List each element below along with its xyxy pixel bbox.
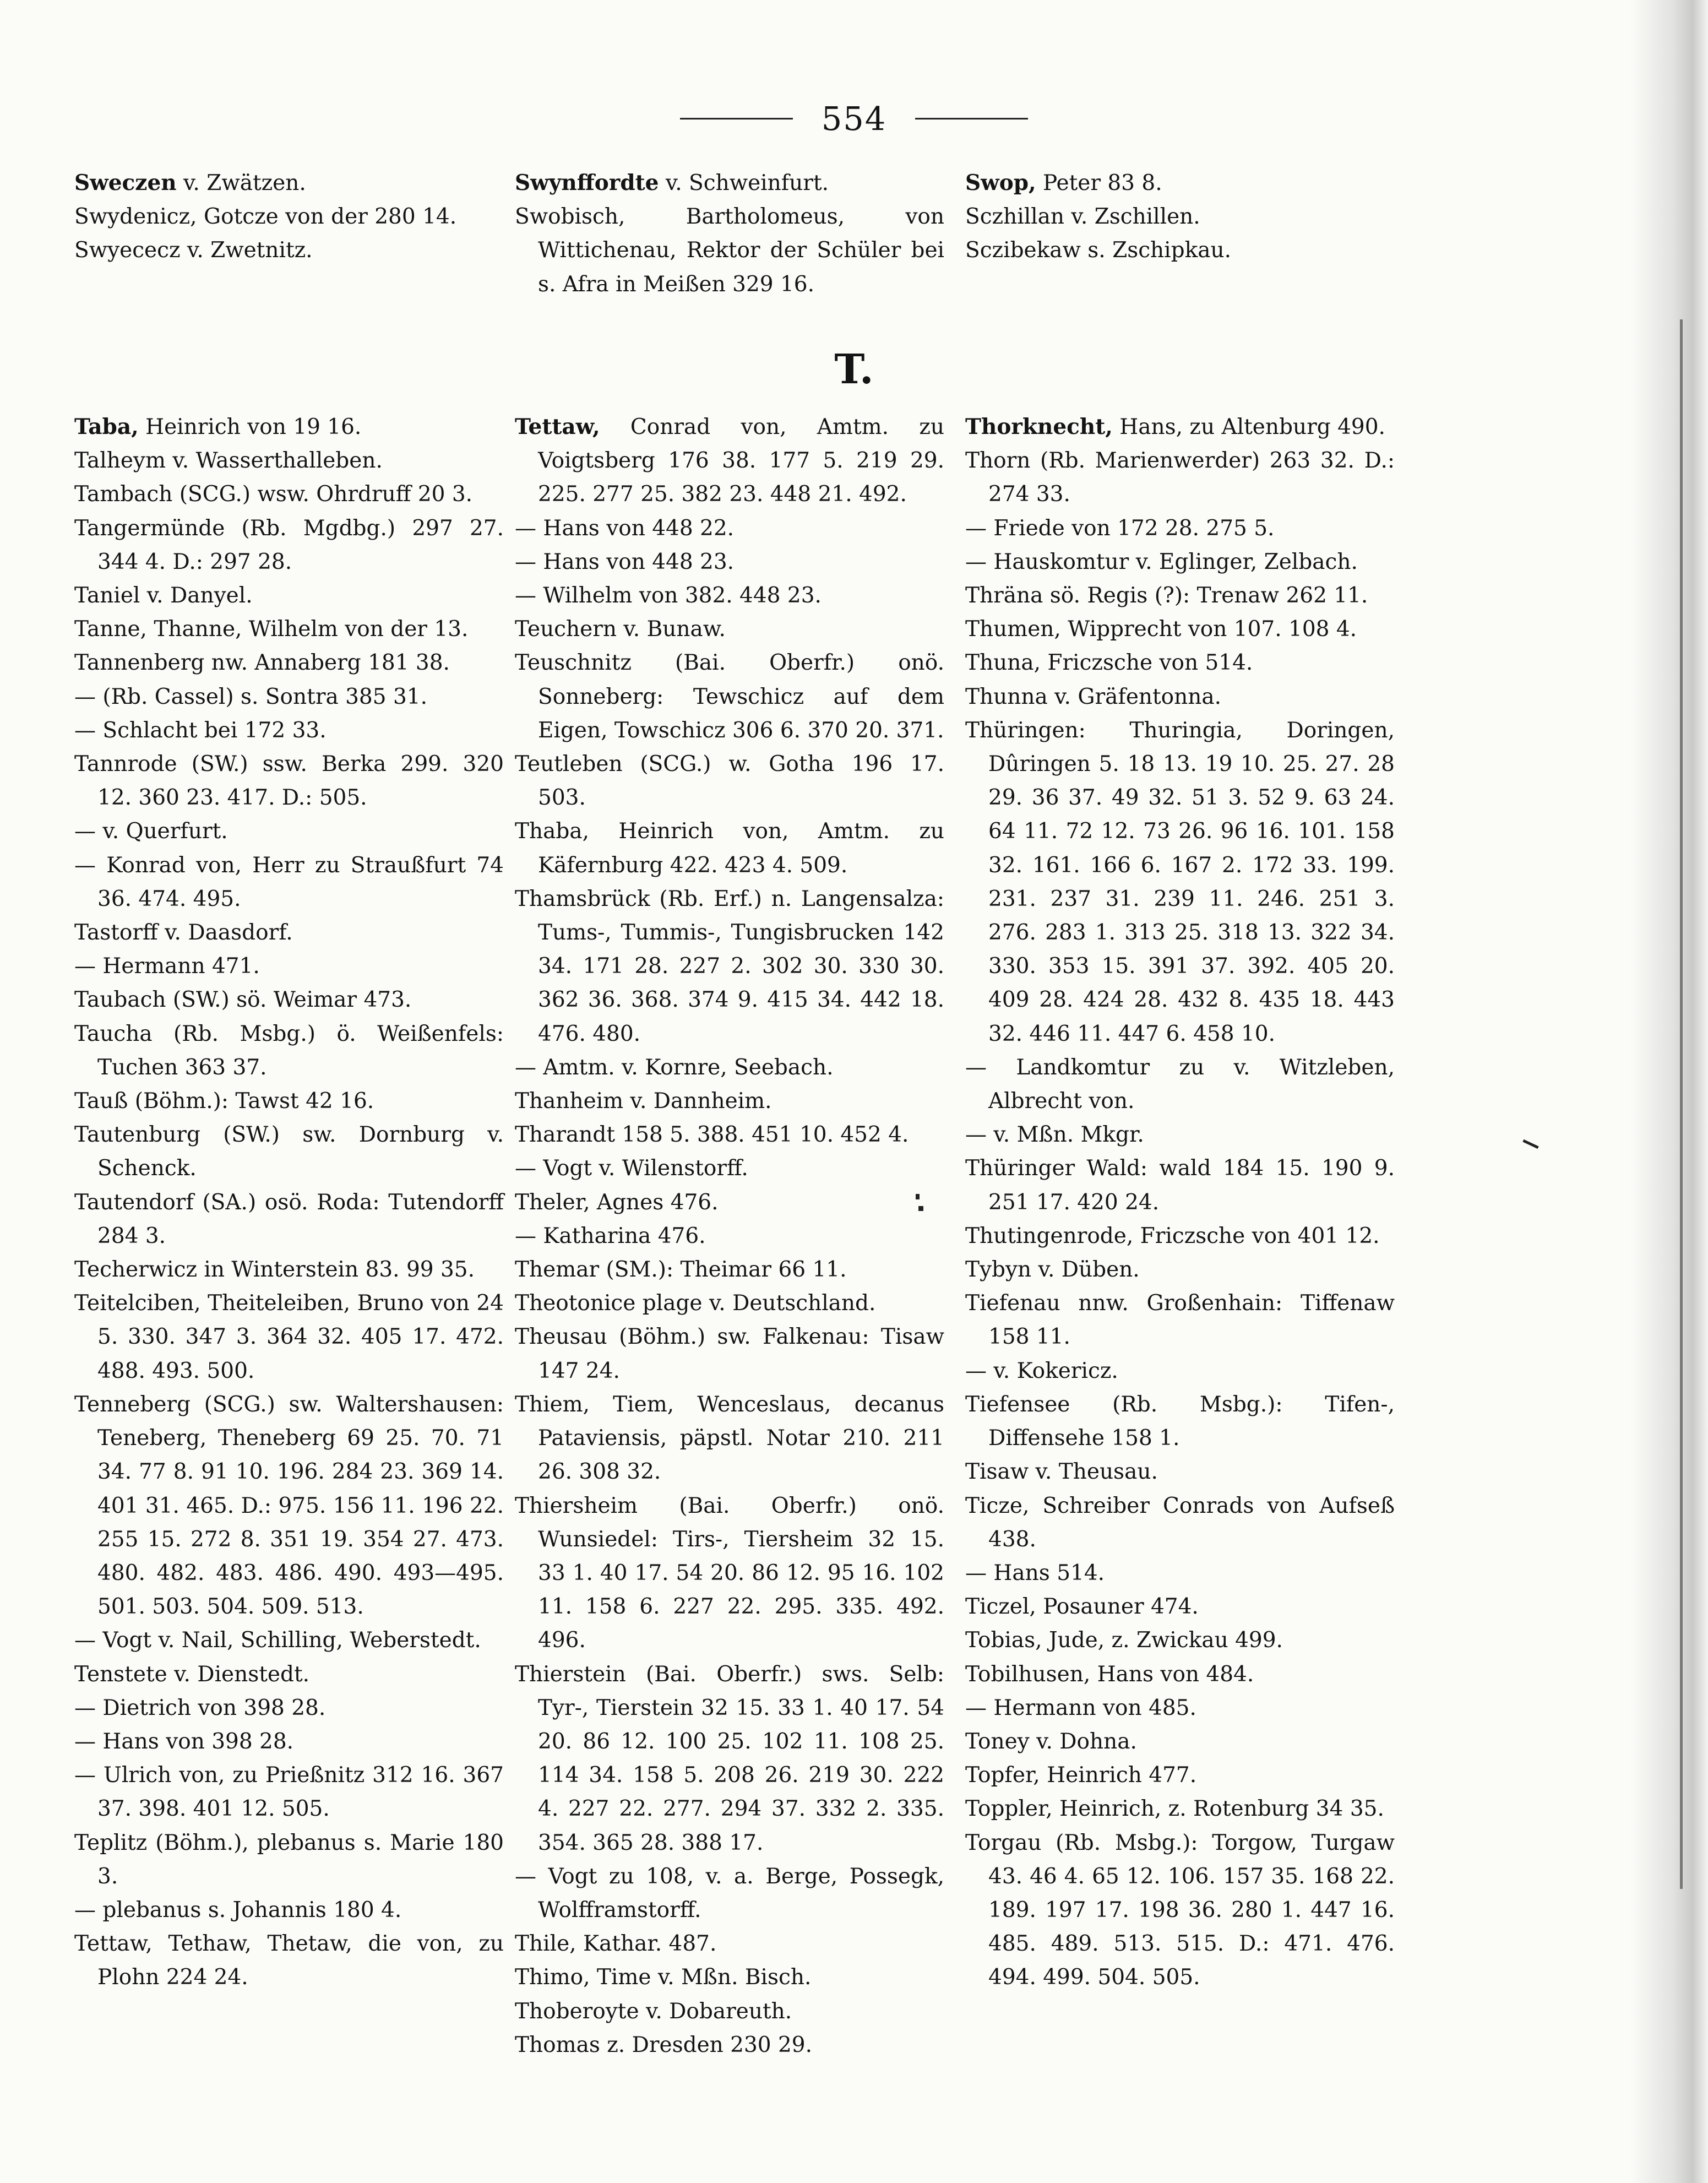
- index-entry: [515, 512, 944, 545]
- entry-headword: Tettaw,: [515, 414, 600, 439]
- index-entry: [74, 1084, 504, 1118]
- entry-text: Tastorff v. Daasdorf.: [74, 920, 293, 946]
- index-entry: [515, 1219, 944, 1253]
- entry-text: Tautenburg (SW.) sw. Dornburg v. Schenck.: [74, 1122, 504, 1181]
- header-rule-left: [680, 118, 793, 120]
- index-entry: [74, 1253, 504, 1286]
- entry-text: Thüringer Wald: wald 184 15. 190 9. 251 17. 420 24.: [965, 1156, 1395, 1215]
- entry-text: — Vogt v. Wilenstorff.: [515, 1156, 748, 1181]
- index-entry: [74, 1118, 504, 1185]
- entry-text: Conrad von, Amtm. zu Voigtsberg 176 38. 177 5. 219 29. 225. 277 25. 382 23. 448 21. 492.: [538, 415, 944, 507]
- entry-text: — v. Kokericz.: [965, 1358, 1118, 1383]
- entry-text: — Friede von 172 28. 275 5.: [965, 515, 1275, 541]
- index-entry: [515, 1286, 944, 1320]
- index-entry: [74, 916, 504, 949]
- entry-text: Thanheim v. Dannheim.: [515, 1089, 772, 1114]
- entry-text: — Katharina 476.: [515, 1223, 706, 1248]
- entry-text: — Vogt zu 108, v. a. Berge, Possegk, Wolfframstorff.: [515, 1864, 944, 1923]
- entry-headword: Swynffordte: [515, 170, 659, 196]
- entry-text: Tangermünde (Rb. Mgdbg.) 297 27. 344 4. D.: 297 28.: [74, 515, 504, 574]
- entry-text: — Hermann von 485.: [965, 1695, 1196, 1720]
- entry-text: Taucha (Rb. Msbg.) ö. Weißenfels: Tuchen 363 37.: [74, 1021, 504, 1080]
- index-entry: [965, 512, 1395, 545]
- entry-text: Talheym v. Wasserthalleben.: [74, 448, 383, 474]
- entry-text: — Wilhelm von 382. 448 23.: [515, 583, 822, 609]
- entry-text: Tettaw, Tethaw, Thetaw, die von, zu Plohn 224 24.: [74, 1931, 504, 1990]
- entry-text: — Hermann 471.: [74, 954, 260, 979]
- top-column-2: [515, 166, 944, 301]
- index-entry: [515, 545, 944, 579]
- entry-text: Sczhillan v. Zschillen.: [965, 204, 1200, 230]
- entry-text: Heinrich von 19 16.: [138, 415, 362, 439]
- index-entry: [515, 1489, 944, 1658]
- header-rule-right: [915, 118, 1028, 120]
- index-entry: [515, 410, 944, 512]
- entry-text: Teuschnitz (Bai. Oberfr.) onö. Sonneberg: Tewschicz auf dem Eigen, Towschicz 306 6. 370 20. 371.: [515, 650, 944, 743]
- entry-text: Thamsbrück (Rb. Erf.) n. Langensalza: Tums-, Tummis-, Tungisbrucken 142 34. 171 28. 227 2. 302 30. 330 30. 362 36. 368. 374 9. 415 34. 442 18. 476. 480.: [515, 886, 944, 1046]
- entry-text: Taubach (SW.) sö. Weimar 473.: [74, 987, 412, 1013]
- entry-text: Tautendorf (SA.) osö. Roda: Tutendorff 284 3.: [74, 1190, 504, 1248]
- entry-text: Torgau (Rb. Msbg.): Torgow, Turgaw 43. 46 4. 65 12. 106. 157 35. 168 22. 189. 197 17. 198 36. 280 1. 447 16. 485. 489. 513. 515. D.: 471. 476. 494. 499. 504. 505.: [965, 1830, 1395, 1990]
- index-entry: [965, 1219, 1395, 1253]
- index-entry: [74, 1286, 504, 1388]
- index-entry: [74, 1927, 504, 1994]
- index-entry: [74, 646, 504, 680]
- index-entry: [515, 1253, 944, 1286]
- index-entry: [965, 1118, 1395, 1152]
- index-entry: [515, 166, 944, 200]
- entry-text: Thiersheim (Bai. Oberfr.) onö. Wunsiedel: Tirs-, Tiersheim 32 15. 33 1. 40 17. 54 20. 86 12. 95 16. 102 11. 158 6. 227 22. 295. 335. 492. 496.: [515, 1493, 944, 1653]
- entry-text: Sczibekaw s. Zschipkau.: [965, 238, 1232, 263]
- index-entry: [965, 1792, 1395, 1826]
- page-edge-shadow: [1631, 0, 1708, 2183]
- index-entry: [74, 814, 504, 848]
- index-entry: [965, 1623, 1395, 1657]
- entry-text: — Hans von 398 28.: [74, 1729, 294, 1754]
- entry-text: Teplitz (Böhm.), plebanus s. Marie 180 3.: [74, 1830, 504, 1889]
- index-entry: [965, 680, 1395, 714]
- index-entry: [515, 612, 944, 646]
- entry-text: Theler, Agnes 476.: [515, 1190, 719, 1215]
- index-column-3: [965, 410, 1395, 1995]
- index-entry: [965, 1826, 1395, 1995]
- entry-text: Tharandt 158 5. 388. 451 10. 452 4.: [515, 1122, 909, 1148]
- entry-text: Tenstete v. Dienstedt.: [74, 1661, 310, 1687]
- index-entry: [965, 1152, 1395, 1219]
- section-letter: T.: [834, 346, 874, 393]
- index-entry: [515, 1118, 944, 1152]
- entry-text: Themar (SM.): Theimar 66 11.: [515, 1257, 847, 1283]
- entry-text: Ticzel, Posauner 474.: [965, 1594, 1199, 1620]
- index-entry: [515, 1658, 944, 1860]
- index-entry: [965, 612, 1395, 646]
- entry-text: — Hauskomtur v. Eglinger, Zelbach.: [965, 549, 1358, 574]
- index-entry: [74, 949, 504, 983]
- entry-text: Theotonice plage v. Deutschland.: [515, 1291, 876, 1316]
- entry-text: Tobilhusen, Hans von 484.: [965, 1661, 1254, 1687]
- index-entry: [515, 747, 944, 814]
- index-entry: [74, 747, 504, 814]
- entry-text: Tiefenau nnw. Großenhain: Tiffenaw 158 11.: [965, 1291, 1395, 1350]
- index-entry: [965, 1286, 1395, 1354]
- entry-text: Thumen, Wipprecht von 107. 108 4.: [965, 617, 1357, 642]
- index-entry: [74, 714, 504, 747]
- index-column-2: [515, 410, 944, 2062]
- index-entry: [74, 233, 504, 267]
- index-entry: [74, 1758, 504, 1826]
- index-entry: [515, 1186, 944, 1219]
- entry-text: Theusau (Böhm.) sw. Falkenau: Tisaw 147 24.: [515, 1324, 944, 1383]
- print-speck: [918, 1206, 923, 1211]
- binding-edge-line: [1680, 319, 1683, 1889]
- entry-text: Tenneberg (SCG.) sw. Waltershausen: Teneberg, Theneberg 69 25. 70. 71 34. 77 8. 91 10. 196. 284 23. 369 14. 401 31. 465. D.: 975. 156 11. 196 22. 255 15. 272 8. 351 19. 354 27. 473. 480. 482. 483. 486. 490. 493—495. 501. 503. 504. 509. 513.: [74, 1392, 504, 1620]
- index-column-1: [74, 410, 504, 1995]
- index-entry: [965, 1758, 1395, 1792]
- entry-text: Peter 83 8.: [1036, 171, 1162, 196]
- entry-text: Tannenberg nw. Annaberg 181 38.: [74, 650, 450, 676]
- entry-headword: Taba,: [74, 414, 139, 439]
- index-entry: [965, 714, 1395, 1051]
- index-entry: [965, 1556, 1395, 1590]
- index-entry: [965, 545, 1395, 579]
- index-entry: [965, 1658, 1395, 1691]
- index-entry: [965, 1354, 1395, 1388]
- index-entry: [515, 646, 944, 747]
- index-entry: [515, 1084, 944, 1118]
- index-entry: [74, 410, 504, 444]
- print-speck: [916, 1194, 920, 1199]
- entry-text: Swydenicz, Gotcze von der 280 14.: [74, 204, 457, 230]
- entry-text: Teitelciben, Theiteleiben, Bruno von 24 5. 330. 347 3. 364 32. 405 17. 472. 488. 493. 500.: [74, 1291, 504, 1383]
- index-entry: [515, 1051, 944, 1084]
- index-entry: [965, 1590, 1395, 1623]
- index-entry: [515, 1320, 944, 1387]
- entry-text: Swobisch, Bartholomeus, von Wittichenau, Rektor der Schüler bei s. Afra in Meißen 329 16.: [515, 204, 944, 297]
- index-entry: [74, 1623, 504, 1657]
- entry-text: Thaba, Heinrich von, Amtm. zu Käfernburg 422. 423 4. 509.: [515, 819, 944, 878]
- print-speck: [1522, 1139, 1538, 1149]
- entry-text: — Landkomtur zu v. Witzleben, Albrecht von.: [965, 1055, 1395, 1114]
- entry-text: v. Schweinfurt.: [659, 171, 829, 196]
- index-entry: [965, 1455, 1395, 1489]
- index-entry: [965, 1253, 1395, 1286]
- entry-text: Thüringen: Thuringia, Doringen, Dûringen 5. 18 13. 19 10. 25. 27. 28 29. 36 37. 49 32. 51 3. 52 9. 63 24. 64 11. 72 12. 73 26. 96 16. 101. 158 32. 161. 166 6. 167 2. 172 33. 199. 231. 237 31. 239 11. 246. 251 3. 276. 283 1. 313 25. 318 13. 322 34. 330. 353 15. 391 37. 392. 405 20. 409 28. 424 28. 432 8. 435 18. 443 32. 446 11. 447 6. 458 10.: [965, 718, 1395, 1046]
- entry-text: v. Zwätzen.: [176, 171, 306, 196]
- index-entry: [74, 512, 504, 579]
- index-entry: [515, 1860, 944, 1927]
- index-entry: [74, 166, 504, 200]
- top-column-1: [74, 166, 504, 268]
- entry-text: Toney v. Dohna.: [965, 1729, 1137, 1754]
- index-entry: [74, 444, 504, 477]
- entry-text: — Dietrich von 398 28.: [74, 1695, 326, 1720]
- entry-text: Hans, zu Altenburg 490.: [1112, 415, 1385, 439]
- index-entry: [515, 814, 944, 882]
- entry-text: Tauß (Böhm.): Tawst 42 16.: [74, 1089, 374, 1114]
- entry-text: — Ulrich von, zu Prießnitz 312 16. 367 37. 398. 401 12. 505.: [74, 1763, 504, 1822]
- index-entry: [515, 882, 944, 1051]
- index-entry: [74, 200, 504, 233]
- entry-text: Thräna sö. Regis (?): Trenaw 262 11.: [965, 583, 1368, 609]
- entry-text: — Hans von 448 22.: [515, 515, 735, 541]
- entry-text: Tiefensee (Rb. Msbg.): Tifen-, Diffensehe 158 1.: [965, 1392, 1395, 1451]
- index-entry: [74, 612, 504, 646]
- entry-text: — Schlacht bei 172 33.: [74, 718, 327, 743]
- index-entry: [965, 166, 1395, 200]
- entry-text: Swyececz v. Zwetnitz.: [74, 238, 313, 263]
- entry-headword: Swop,: [965, 170, 1036, 196]
- index-entry: [74, 680, 504, 714]
- entry-text: — Amtm. v. Kornre, Seebach.: [515, 1055, 834, 1080]
- index-entry: [965, 233, 1395, 267]
- entry-text: Topfer, Heinrich 477.: [965, 1763, 1197, 1788]
- index-entry: [965, 444, 1395, 511]
- entry-text: Taniel v. Danyel.: [74, 583, 253, 609]
- entry-text: Ticze, Schreiber Conrads von Aufseß 438.: [965, 1493, 1395, 1552]
- entry-text: Thile, Kathar. 487.: [515, 1931, 717, 1957]
- index-entry: [74, 477, 504, 511]
- page-header: [0, 91, 1708, 146]
- index-entry: [74, 983, 504, 1017]
- index-entry: [74, 579, 504, 612]
- entry-text: Thuna, Friczsche von 514.: [965, 650, 1253, 676]
- entry-headword: Sweczen: [74, 170, 177, 196]
- entry-text: Tannrode (SW.) ssw. Berka 299. 320 12. 360 23. 417. D.: 505.: [74, 752, 504, 811]
- entry-headword: Thorknecht,: [965, 414, 1113, 439]
- entry-text: — Vogt v. Nail, Schilling, Weberstedt.: [74, 1628, 481, 1653]
- index-entry: [515, 1927, 944, 1961]
- index-entry: [74, 1826, 504, 1893]
- index-entry: [965, 1489, 1395, 1556]
- index-entry: [515, 579, 944, 612]
- entry-text: Tybyn v. Düben.: [965, 1257, 1140, 1283]
- entry-text: — Hans 514.: [965, 1560, 1105, 1585]
- entry-text: — plebanus s. Johannis 180 4.: [74, 1897, 402, 1923]
- entry-text: Thomas z. Dresden 230 29.: [515, 2032, 813, 2057]
- entry-text: Tobias, Jude, z. Zwickau 499.: [965, 1628, 1283, 1653]
- index-entry: [74, 1388, 504, 1623]
- index-entry: [965, 1691, 1395, 1725]
- entry-text: — v. Mßn. Mkgr.: [965, 1122, 1144, 1148]
- entry-text: Tanne, Thanne, Wilhelm von der 13.: [74, 617, 469, 642]
- entry-text: — (Rb. Cassel) s. Sontra 385 31.: [74, 684, 427, 709]
- index-entry: [515, 1995, 944, 2028]
- index-entry: [74, 849, 504, 916]
- index-entry: [74, 1658, 504, 1691]
- top-column-3: [965, 166, 1395, 268]
- entry-text: Tisaw v. Theusau.: [965, 1459, 1158, 1485]
- index-entry: [965, 1051, 1395, 1118]
- index-entry: [515, 1152, 944, 1185]
- entry-text: Teuchern v. Bunaw.: [515, 617, 726, 642]
- index-entry: [965, 646, 1395, 680]
- index-entry: [74, 1017, 504, 1084]
- index-entry: [74, 1186, 504, 1253]
- entry-text: Tambach (SCG.) wsw. Ohrdruff 20 3.: [74, 482, 473, 507]
- index-entry: [515, 1388, 944, 1489]
- page-number: 554: [821, 99, 887, 138]
- index-entry: [515, 200, 944, 301]
- index-entry: [965, 1725, 1395, 1758]
- index-entry: [74, 1725, 504, 1758]
- entry-text: Toppler, Heinrich, z. Rotenburg 34 35.: [965, 1796, 1384, 1822]
- entry-text: — v. Querfurt.: [74, 819, 228, 844]
- entry-text: Thutingenrode, Friczsche von 401 12.: [965, 1223, 1380, 1248]
- index-entry: [965, 1388, 1395, 1455]
- index-entry: [515, 1961, 944, 1994]
- index-entry: [965, 410, 1395, 444]
- entry-text: Thimo, Time v. Mßn. Bisch.: [515, 1965, 812, 1990]
- entry-text: Thunna v. Gräfentonna.: [965, 684, 1222, 709]
- entry-text: Thoberoyte v. Dobareuth.: [515, 1999, 792, 2024]
- entry-text: Thierstein (Bai. Oberfr.) sws. Selb: Tyr-, Tierstein 32 15. 33 1. 40 17. 54 20. 86 12. 100 25. 102 11. 108 25. 114 34. 158 5. 208 26. 219 30. 222 4. 227 22. 277. 294 37. 332 2. 335. 354. 365 28. 388 17.: [515, 1661, 944, 1855]
- entry-text: Thiem, Tiem, Wenceslaus, decanus Pataviensis, päpstl. Notar 210. 211 26. 308 32.: [515, 1392, 944, 1485]
- entry-text: — Hans von 448 23.: [515, 549, 735, 574]
- entry-text: Techerwicz in Winterstein 83. 99 35.: [74, 1257, 475, 1283]
- entry-text: Thorn (Rb. Marienwerder) 263 32. D.: 274 33.: [965, 448, 1395, 507]
- index-entry: [515, 2028, 944, 2062]
- entry-text: — Konrad von, Herr zu Straußfurt 74 36. 474. 495.: [74, 852, 504, 911]
- index-entry: [74, 1691, 504, 1725]
- index-entry: [965, 200, 1395, 233]
- entry-text: Teutleben (SCG.) w. Gotha 196 17. 503.: [515, 752, 944, 811]
- index-entry: [74, 1893, 504, 1927]
- index-entry: [965, 579, 1395, 612]
